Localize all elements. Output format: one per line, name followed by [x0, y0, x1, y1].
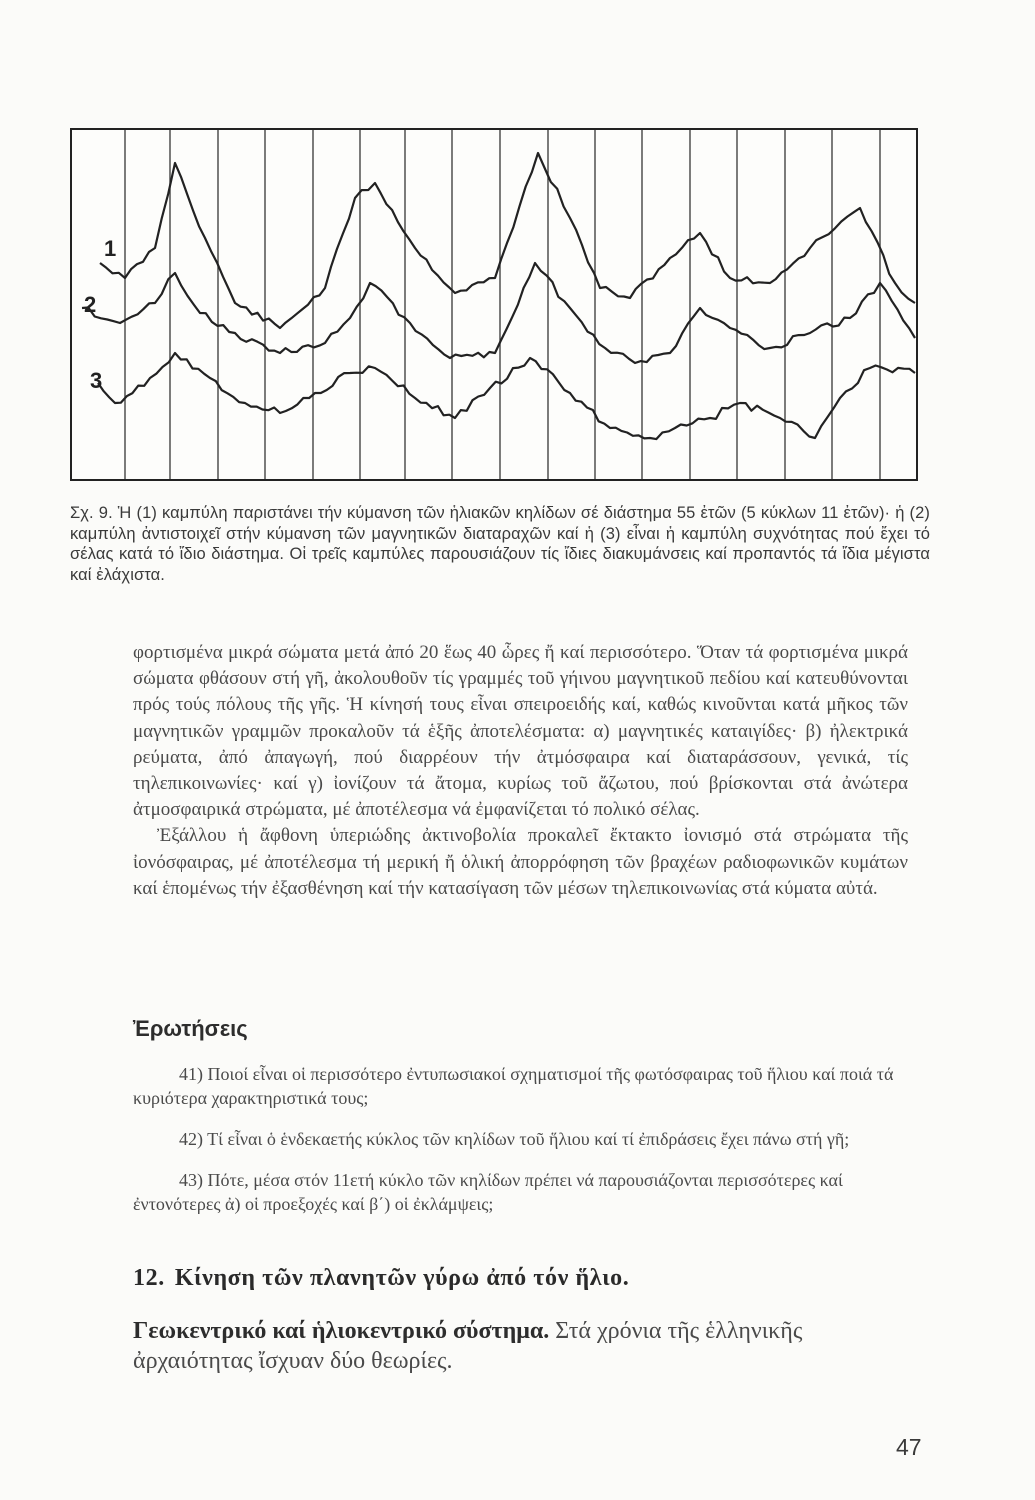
chapter-heading — [133, 1265, 629, 1292]
intro-bold-heading: Γεωκεντρικό καί ἡλιοκεντρικό σύστημα. — [133, 1318, 550, 1344]
figure-caption: Σχ. 9. Ἡ (1) καμπύλη παριστάνει τήν κύμανση τῶν ἡλιακῶν κηλίδων σέ διάστημα 55 ἐτῶν (5 κύκλων 11 ἐτῶν)· ἡ (2) καμπύλη ἀντιστοιχεῖ στήν κύμανση τῶν μαγνητικῶν διαταραχῶν καί ἡ (3) εἶναι ἡ καμπύλη συχνότητας πού ἔχει τό σέλας κατά τό ἴδιο διάστημα. Οἱ τρεῖς καμπύλες παρουσιάζουν τίς ἴδιες διακυμάνσεις καί προπαντός τά ἴδια μέγιστα καί ἐλάχιστα. — [70, 504, 930, 584]
body-text — [133, 640, 908, 902]
paragraph-2: Ἐξάλλου ἡ ἄφθονη ὑπεριώδης ἀκτινοβολία προκαλεῖ ἔκτακτο ἰονισμό στά στρώματα τῆς ἰονόσφαιρας, μέ ἀποτέλεσμα τή μερική ἤ ὁλική ἀπορρόφηση τῶν βραχέων ραδιοφωνικῶν κυμάτων καί ἑπομένως τήν ἐξασθένηση καί τήν κατασίγαση τῶν μέσων τηλεπικοινωνίας στά κύματα αὐτά. — [133, 825, 908, 899]
intro-paragraph — [133, 1316, 923, 1376]
figure-frame — [71, 129, 917, 480]
solar-activity-figure — [70, 128, 920, 484]
chapter-title: Κίνηση τῶν πλανητῶν γύρω ἀπό τόν ἥλιο. — [174, 1265, 630, 1291]
curve-label-3: 3 — [90, 368, 103, 393]
page-number: 47 — [896, 1434, 922, 1460]
solar-curves-chart — [70, 128, 920, 484]
questions-heading: Ἐρωτήσεις — [133, 1016, 248, 1041]
questions-list — [133, 1062, 913, 1233]
chapter-number: 12. — [133, 1265, 165, 1291]
paragraph-1: φορτισμένα μικρά σώματα μετά ἀπό 20 ἕως 40 ὧρες ἤ καί περισσότερο. Ὅταν τά φορτισμένα μικρά σώματα φθάσουν στή γῆ, ἀκολουθοῦν τίς γραμμές τοῦ γήινου μαγνητικοῦ πεδίου καί κατευθύνονται πρός τούς πόλους τῆς γῆς. Ἡ κίνησή τους εἶναι σπειροειδής καί, καθώς κινοῦνται κατά μῆκος τῶν μαγνητικῶν γραμμῶν προκαλοῦν τά ἑξῆς ἀποτελέσματα: α) μαγνητικές καταιγίδες· β) ἠλεκτρικά ρεύματα, ἀπό ἀπαγωγή, πού διαρρέουν τήν ἀτμόσφαιρα καί διαταράσσουν, γενικά, τίς τηλεπικοινωνίες· καί γ) ἰονίζουν τά ἄτομα, κυρίως τοῦ ἄζωτου, πού βρίσκονται στά ἀνώτερα ἀτμοσφαιρικά στρώματα, μέ ἀποτέλεσμα νά ἐμφανίζεται τό πολικό σέλας. — [133, 642, 908, 821]
curve-label-2: 2 — [84, 292, 97, 317]
question-41: 41) Ποιοί εἶναι οἱ περισσότερο ἐντυπωσιακοί σχηματισμοί τῆς φωτόσφαιρας τοῦ ἥλιου καί ποιά τά κυριότερα χαρακτηριστικά τους; — [133, 1064, 894, 1108]
intro-text: Στά χρόνια τῆς ἑλληνικῆς ἀρχαιότητας ἴσχυαν δύο θεωρίες. — [133, 1318, 803, 1374]
question-42: 42) Τί εἶναι ὁ ἑνδεκαετής κύκλος τῶν κηλίδων τοῦ ἥλιου καί τί ἐπιδράσεις ἔχει πάνω στή γῆ; — [179, 1129, 850, 1149]
curve-label-1: 1 — [104, 236, 117, 261]
question-43: 43) Πότε, μέσα στόν 11ετή κύκλο τῶν κηλίδων πρέπει νά παρουσιάζονται περισσότερες καί ἐντονότερες ἀ) οἱ προεξοχές καί β΄) οἱ ἐκλάμψεις; — [133, 1170, 843, 1214]
